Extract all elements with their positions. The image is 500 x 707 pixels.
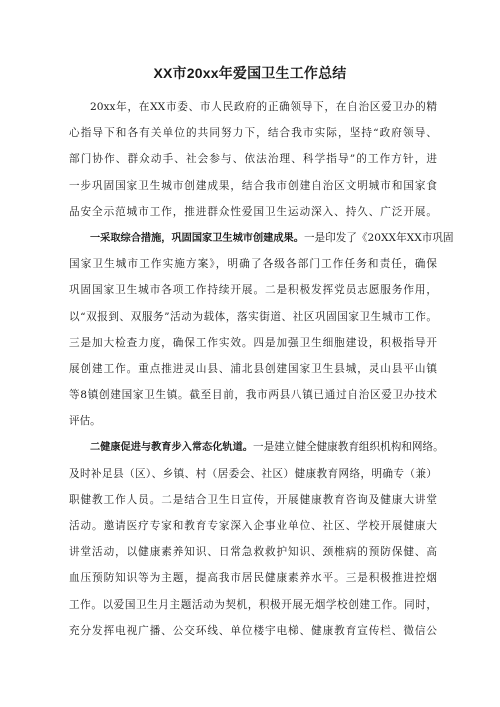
paragraph-line: 充分发挥电视广播、公交环线、单位楼宇电梯、健康教育宣传栏、微信公 [69, 624, 437, 637]
paragraph-line: 评估。 [69, 415, 101, 428]
section-heading: 二健康促进与教育步入常态化轨道。 [90, 442, 253, 454]
paragraph-line: 部门协作、群众动手、社会参与、依法治理、科学指导”的工作方针，进 [69, 153, 437, 166]
paragraph-line: 以“双报到、双服务”活动为载体，落实街道、社区巩固国家卫生城市工作。 [69, 310, 437, 323]
paragraph-line: 20xx年，在XX市委、市人民政府的正确领导下，在自治区爱卫办的精 [90, 101, 437, 113]
paragraph-intro [69, 94, 437, 225]
paragraph-line [69, 225, 454, 251]
paragraph-line: 及时补足县（区）、乡镇、村（居委会、社区）健康教育网络，明确专（兼） [69, 467, 437, 480]
paragraph-line: 工作。以爱国卫生月主题活动为契机，积极开展无烟学校创建工作。同时， [69, 598, 437, 611]
paragraph-line: 一步巩固国家卫生城市创建成果，结合我市创建自治区文明城市和国家食 [69, 179, 437, 192]
paragraph-line: 心指导下和各有关单位的共同努力下，结合我市实际，坚持“政府领导、 [69, 127, 437, 140]
paragraph-section-1 [69, 225, 454, 435]
paragraph-line: 等8镇创建国家卫生镇。截至目前，我市两县八镇已通过自治区爱卫办技术 [69, 389, 437, 402]
paragraph-line [69, 434, 444, 460]
document-body [69, 94, 454, 644]
paragraph-line: 国家卫生城市工作实施方案》，明确了各级各部门工作任务和责任，确保 [69, 258, 437, 271]
section-heading: 一采取综合措施，巩固国家卫生城市创建成果。 [90, 232, 304, 244]
paragraph-line: 巩固国家卫生城市各项工作持续开展。二是积极发挥党员志愿服务作用， [69, 284, 437, 297]
paragraph-line: 职健教工作人员。二是结合卫生日宣传，开展健康教育咨询及健康大讲堂 [69, 493, 437, 506]
paragraph-line-text: 一是印发了《20XX年XX市巩固 [303, 231, 454, 244]
paragraph-line: 三是加大检查力度，确保工作实效。四是加强卫生细胞建设，积极指导开 [69, 336, 437, 349]
paragraph-section-2 [69, 434, 444, 644]
paragraph-line: 品安全示范城市工作，推进群众性爱国卫生运动深入、持久、广泛开展。 [69, 205, 437, 218]
paragraph-line: 活动。邀请医疗专家和教育专家深入企事业单位、社区、学校开展健康大 [69, 520, 437, 532]
paragraph-line: 讲堂活动，以健康素养知识、日常急救救护知识、颈椎病的预防保健、高 [69, 546, 437, 559]
paragraph-line: 展创建工作。重点推进灵山县、浦北县创建国家卫生县城，灵山县平山镇 [69, 362, 437, 375]
paragraph-line-text: 一是建立健全健康教育组织机构和网络。 [253, 441, 444, 454]
document-title: XX市20xx年爱国卫生工作总结 [153, 65, 347, 81]
paragraph-line: 血压预防知识等为主题，提高我市居民健康素养水平。三是积极推进控烟 [69, 572, 437, 585]
